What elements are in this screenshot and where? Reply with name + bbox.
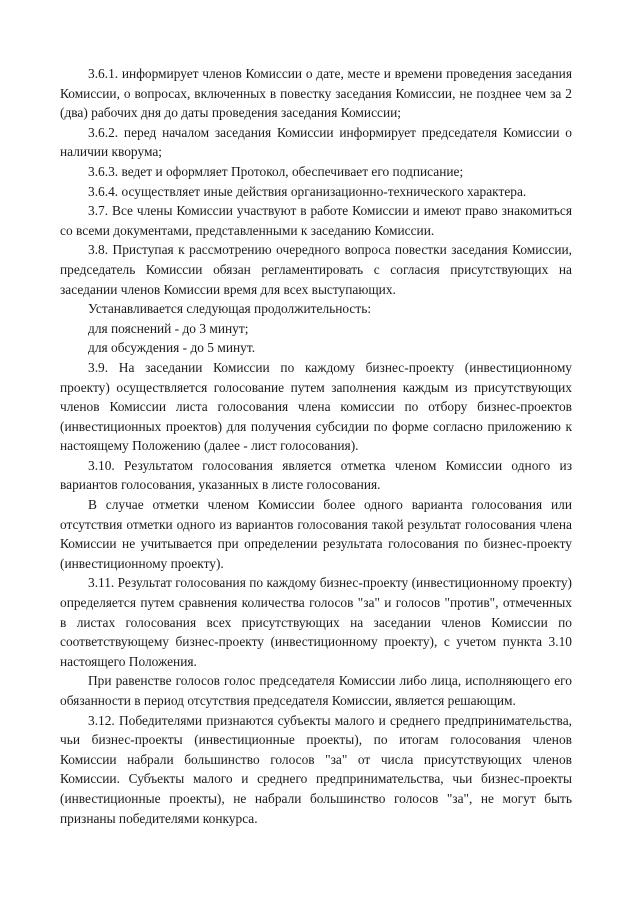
paragraph-3-7: 3.7. Все члены Комиссии участвуют в работе Комиссии и имеют право знакомиться со всеми документами, представленными к заседанию Комиссии.	[60, 203, 572, 238]
paragraph-duration-discussion: для обсуждения - до 5 минут.	[88, 340, 256, 356]
document-page	[60, 64, 572, 828]
paragraph-3-8: 3.8. Приступая к рассмотрению очередного вопроса повестки заседания Комиссии, председатель Комиссии обязан регламентировать с согласия присутствующих на заседании членов Комиссии время для всех выступающих.	[60, 242, 572, 297]
paragraph-3-6-1: 3.6.1. информирует членов Комиссии о дате, месте и времени проведения заседания Комиссии, о вопросах, включенных в повестку заседания Комиссии, не позднее чем за 2 (два) рабочих дня до даты проведения заседания Комиссии;	[60, 66, 572, 121]
paragraph-3-10: 3.10. Результатом голосования является отметка членом Комиссии одного из вариантов голосования, указанных в листе голосования.	[60, 457, 572, 493]
paragraph-3-6-3: 3.6.3. ведет и оформляет Протокол, обеспечивает его подписание;	[88, 163, 464, 179]
paragraph-duration-explanations: для пояснений - до 3 минут;	[88, 320, 249, 336]
paragraph-3-10-multiple-marks: В случае отметки членом Комиссии более одного варианта голосования или отсутствия отметки одного из вариантов голосования такой результат голосования члена Комиссии не учитывается при определении результата голосования по бизнес-проекту (инвестиционному проекту).	[60, 497, 572, 571]
paragraph-3-11: 3.11. Результат голосования по каждому бизнес-проекту (инвестиционному проекту) определяется путем сравнения количества голосов "за" и голосов "против", отмеченных в листах голосования всех присутствующих на заседании членов Комиссии по соответствующему бизнес-проекту (инвестиционному проекту), с учетом пункта 3.10 настоящего Положения.	[60, 575, 572, 669]
paragraph-3-6-4: 3.6.4. осуществляет иные действия организационно-технического характера.	[88, 183, 527, 199]
paragraph-3-12: 3.12. Победителями признаются субъекты малого и среднего предпринимательства, чьи бизнес-проекты (инвестиционные проекты), по итогам голосования членов Комиссии набрали большинство голосов "за" от числа присутствующих членов Комиссии. Субъекты малого и среднего предпринимательства, чьи бизнес-проекты (инвестиционные проекты), не набрали большинство голосов "за", не могут быть признаны победителями конкурса.	[60, 712, 572, 826]
paragraph-3-6-2: 3.6.2. перед началом заседания Комиссии информирует председателя Комиссии о наличии кворума;	[60, 124, 572, 160]
paragraph-3-9: 3.9. На заседании Комиссии по каждому бизнес-проекту (инвестиционному проекту) осуществляется голосование путем заполнения каждым из присутствующих членов Комиссии листа голосования члена комиссии по отбору бизнес-проектов (инвестиционных проектов) для получения субсидии по форме согласно приложению к настоящему Положению (далее - лист голосования).	[60, 359, 572, 454]
paragraph-duration-intro: Устанавливается следующая продолжительность:	[88, 301, 372, 317]
paragraph-3-11-tie-vote: При равенстве голосов голос председателя Комиссии либо лица, исполняющего его обязанности в период отсутствия председателя Комиссии, является решающим.	[60, 673, 572, 708]
